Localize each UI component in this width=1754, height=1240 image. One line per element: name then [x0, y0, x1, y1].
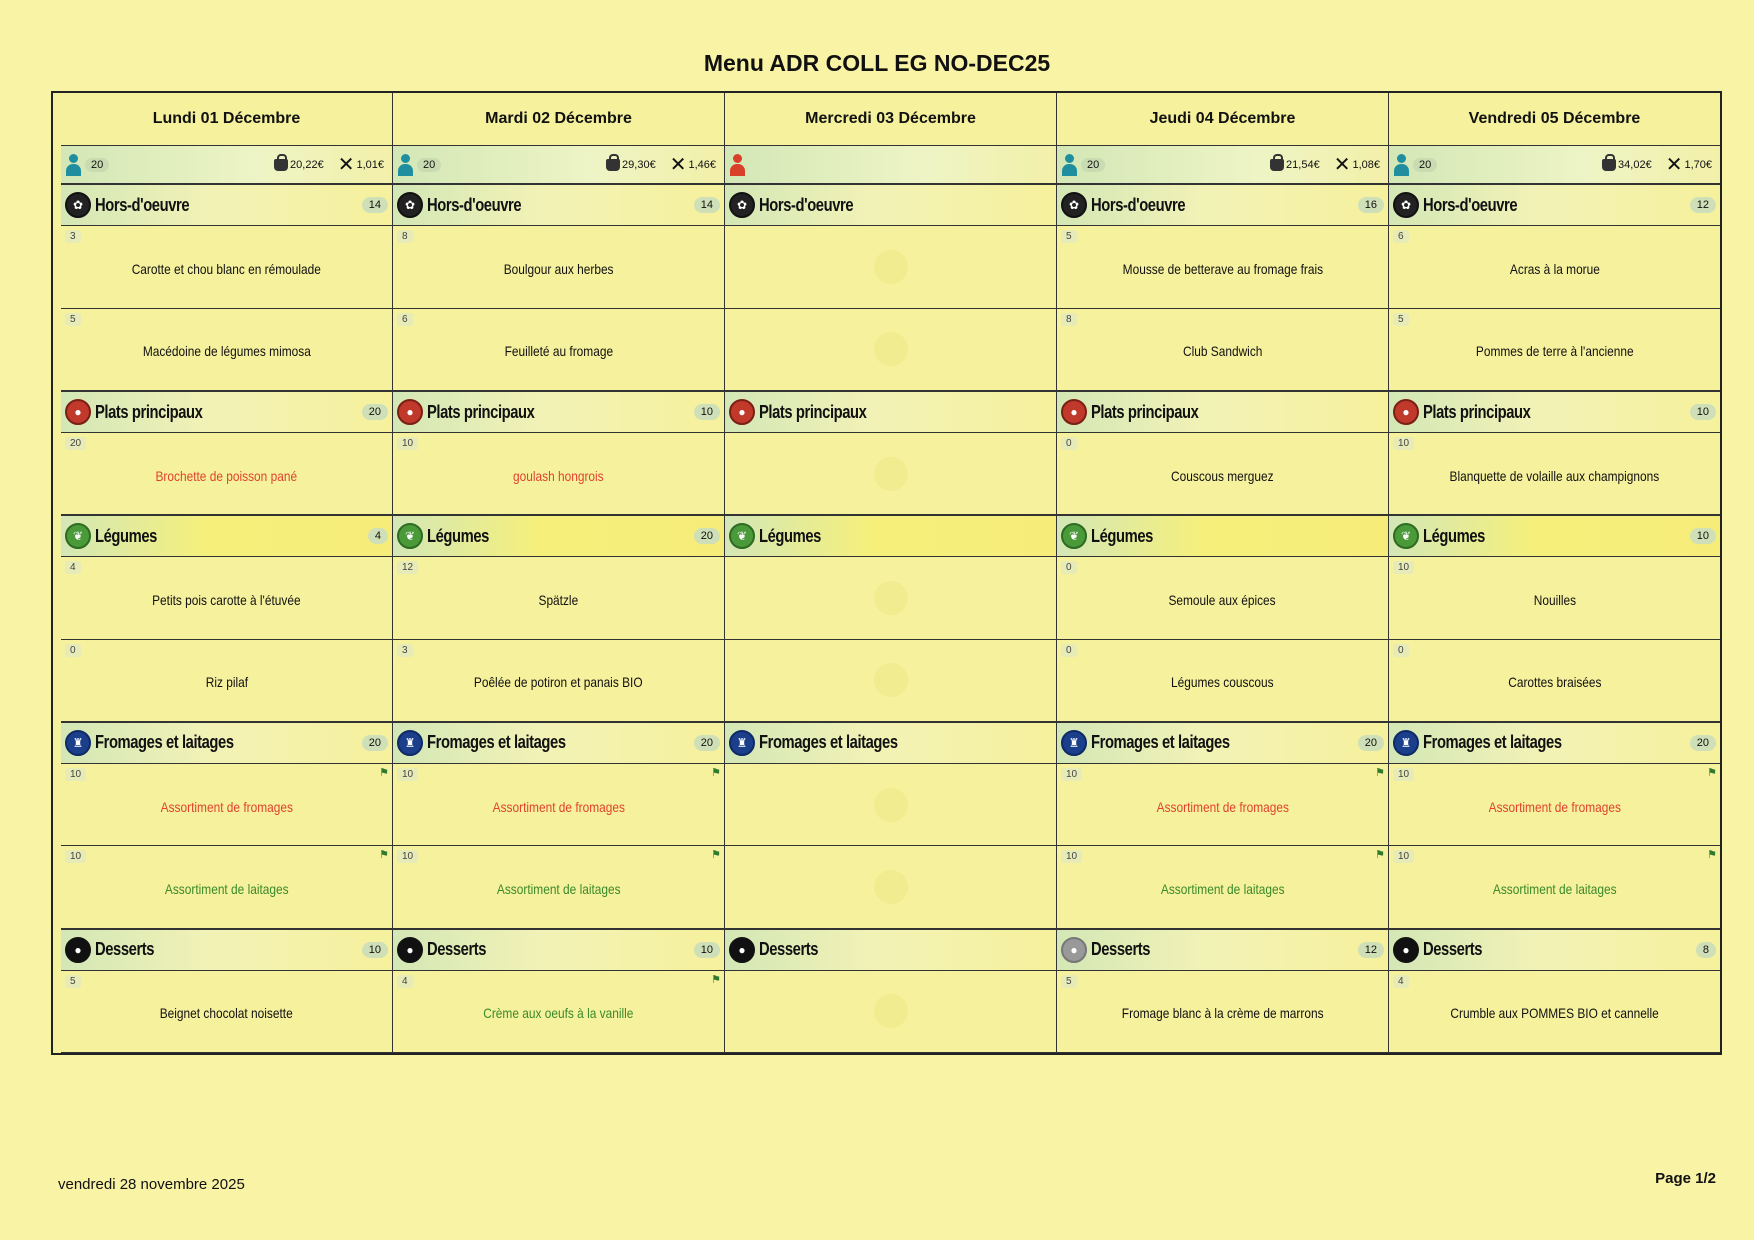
empty-placeholder-icon [874, 581, 908, 615]
dish-cell [725, 309, 1056, 391]
flag-icon: ⚑ [1707, 849, 1717, 862]
section-header-desserts [61, 929, 392, 971]
dish-name: Poêlée de potiron et panais BIO [474, 674, 643, 691]
dish-quantity: 0 [1061, 644, 1077, 657]
day-stats [393, 146, 724, 185]
people-count: 20 [85, 158, 109, 172]
section-label: Légumes [759, 525, 821, 546]
hors-doeuvre-icon: ✿ [397, 192, 423, 218]
dish-name: Légumes couscous [1171, 674, 1274, 691]
section-header-plats [393, 391, 724, 433]
dish-quantity: 10 [1393, 561, 1414, 574]
dish-cell [1389, 226, 1720, 308]
cheese-dairy-icon: ♜ [1061, 730, 1087, 756]
dish-quantity: 10 [1393, 437, 1414, 450]
dish-cell [1389, 557, 1720, 639]
section-label: Fromages et laitages [1423, 732, 1562, 753]
dessert-icon: ● [65, 937, 91, 963]
dish-cell [1057, 433, 1388, 515]
dish-quantity: 10 [397, 768, 418, 781]
person-icon [1393, 154, 1409, 176]
section-label: Hors-d'oeuvre [427, 194, 522, 215]
dish-quantity: 4 [397, 975, 413, 988]
dessert-icon: ● [1061, 937, 1087, 963]
unit-cost [338, 155, 384, 175]
dish-name: Assortiment de fromages [1488, 798, 1621, 815]
dish-cell [1057, 557, 1388, 639]
day-header: Mardi 02 Décembre [393, 93, 724, 146]
empty-placeholder-icon [874, 788, 908, 822]
section-label: Desserts [95, 939, 155, 960]
cheese-dairy-icon: ♜ [397, 730, 423, 756]
unit-cost-value: 1,70€ [1684, 158, 1712, 171]
cutlery-icon: ✕ [1333, 153, 1351, 176]
main-dish-icon: ● [1393, 399, 1419, 425]
section-label: Hors-d'oeuvre [759, 194, 854, 215]
dish-name: goulash hongrois [513, 467, 604, 484]
dish-quantity: 10 [65, 768, 86, 781]
vegetables-icon: ❦ [397, 523, 423, 549]
dish-name: Petits pois carotte à l'étuvée [152, 591, 301, 608]
dish-cell [393, 226, 724, 308]
flag-icon: ⚑ [1375, 849, 1385, 862]
section-label: Desserts [759, 939, 819, 960]
dish-quantity: 5 [65, 313, 81, 326]
dish-quantity: 10 [397, 850, 418, 863]
dish-cell [725, 226, 1056, 308]
dish-cell [1057, 309, 1388, 391]
dish-quantity: 5 [1393, 313, 1409, 326]
dish-cell [725, 557, 1056, 639]
dish-cell [393, 971, 724, 1053]
section-count: 20 [694, 735, 720, 751]
dish-name: Assortiment de laitages [496, 881, 621, 898]
empty-placeholder-icon [874, 663, 908, 697]
dish-name: Assortiment de fromages [492, 798, 625, 815]
flag-icon: ⚑ [711, 849, 721, 862]
dish-quantity: 6 [397, 313, 413, 326]
dish-cell [61, 433, 392, 515]
empty-placeholder-icon [874, 870, 908, 904]
page-title: Menu ADR COLL EG NO-DEC25 [703, 50, 1051, 76]
flag-icon: ⚑ [379, 766, 389, 779]
day-column [53, 93, 392, 1053]
unit-cost-value: 1,08€ [1352, 158, 1380, 171]
section-header-legumes [1057, 515, 1388, 557]
section-label: Fromages et laitages [759, 732, 898, 753]
section-label: Fromages et laitages [1091, 732, 1230, 753]
vegetables-icon: ❦ [1393, 523, 1419, 549]
basket-icon [606, 159, 620, 171]
empty-placeholder-icon [874, 250, 908, 284]
unit-cost-value: 1,01€ [356, 158, 384, 171]
section-label: Plats principaux [1423, 401, 1531, 422]
section-label: Plats principaux [1091, 401, 1199, 422]
people-count: 20 [1081, 158, 1105, 172]
cutlery-icon: ✕ [1665, 153, 1683, 176]
total-cost [1602, 159, 1652, 171]
flag-icon: ⚑ [1375, 766, 1385, 779]
dish-name: Club Sandwich [1182, 343, 1263, 360]
dish-quantity: 4 [1393, 975, 1409, 988]
dish-cell [1389, 764, 1720, 846]
dish-cell [1057, 764, 1388, 846]
section-count: 8 [1696, 942, 1716, 958]
print-date: vendredi 28 novembre 2025 [58, 1176, 245, 1193]
section-count: 16 [1358, 197, 1384, 213]
dish-cell [393, 309, 724, 391]
vegetables-icon: ❦ [65, 523, 91, 549]
dish-name: Carottes braisées [1507, 674, 1602, 691]
dish-name: Macédoine de légumes mimosa [142, 343, 311, 360]
section-count: 4 [368, 528, 388, 544]
section-count: 10 [694, 942, 720, 958]
section-count: 20 [1690, 735, 1716, 751]
basket-icon [1270, 159, 1284, 171]
dish-name: Pommes de terre à l'ancienne [1475, 343, 1634, 360]
section-count: 14 [694, 197, 720, 213]
section-count: 20 [362, 735, 388, 751]
section-header-hors [725, 184, 1056, 226]
main-dish-icon: ● [1061, 399, 1087, 425]
section-count: 12 [1690, 197, 1716, 213]
section-header-legumes [61, 515, 392, 557]
cheese-dairy-icon: ♜ [65, 730, 91, 756]
empty-placeholder-icon [874, 332, 908, 366]
section-header-hors [1389, 184, 1720, 226]
vegetables-icon: ❦ [729, 523, 755, 549]
cutlery-icon: ✕ [669, 153, 687, 176]
day-column [1056, 93, 1388, 1053]
section-count: 20 [362, 404, 388, 420]
dish-cell [61, 846, 392, 928]
empty-placeholder-icon [874, 457, 908, 491]
dish-quantity: 8 [1061, 313, 1077, 326]
section-label: Fromages et laitages [95, 732, 234, 753]
hors-doeuvre-icon: ✿ [729, 192, 755, 218]
section-header-hors [393, 184, 724, 226]
section-label: Plats principaux [95, 401, 203, 422]
section-header-fromages [61, 722, 392, 764]
dish-name: Assortiment de fromages [160, 798, 293, 815]
section-header-legumes [1389, 515, 1720, 557]
dish-cell [61, 971, 392, 1053]
day-header: Vendredi 05 Décembre [1389, 93, 1720, 146]
section-label: Légumes [1423, 525, 1485, 546]
section-header-fromages [1057, 722, 1388, 764]
hors-doeuvre-icon: ✿ [1393, 192, 1419, 218]
day-stats [61, 146, 392, 185]
section-header-fromages [725, 722, 1056, 764]
dessert-icon: ● [729, 937, 755, 963]
dish-name: Assortiment de fromages [1156, 798, 1289, 815]
section-label: Hors-d'oeuvre [95, 194, 190, 215]
section-count: 20 [694, 528, 720, 544]
dish-name: Semoule aux épices [1168, 591, 1277, 608]
day-stats [1389, 146, 1720, 185]
basket-icon [1602, 159, 1616, 171]
unit-cost [670, 155, 716, 175]
dish-cell [1389, 433, 1720, 515]
dish-cell [1057, 971, 1388, 1053]
dish-quantity: 3 [65, 230, 81, 243]
empty-placeholder-icon [874, 994, 908, 1028]
day-stats [725, 146, 1056, 185]
basket-icon [274, 159, 288, 171]
dish-name: Boulgour aux herbes [503, 260, 614, 277]
section-header-desserts [1389, 929, 1720, 971]
section-header-fromages [393, 722, 724, 764]
cheese-dairy-icon: ♜ [729, 730, 755, 756]
dish-quantity: 8 [397, 230, 413, 243]
dish-cell [393, 846, 724, 928]
page-number: Page 1/2 [1655, 1170, 1716, 1187]
hors-doeuvre-icon: ✿ [1061, 192, 1087, 218]
section-count: 10 [694, 404, 720, 420]
section-count: 10 [1690, 528, 1716, 544]
dish-cell [61, 764, 392, 846]
section-header-plats [725, 391, 1056, 433]
dish-quantity: 0 [1061, 561, 1077, 574]
section-count: 12 [1358, 942, 1384, 958]
dish-quantity: 10 [65, 850, 86, 863]
dish-quantity: 10 [397, 437, 418, 450]
day-header: Mercredi 03 Décembre [725, 93, 1056, 146]
dish-cell [1057, 846, 1388, 928]
section-label: Desserts [1423, 939, 1483, 960]
section-header-legumes [725, 515, 1056, 557]
dish-cell [61, 557, 392, 639]
dish-quantity: 5 [1061, 230, 1077, 243]
hors-doeuvre-icon: ✿ [65, 192, 91, 218]
flag-icon: ⚑ [711, 766, 721, 779]
section-header-fromages [1389, 722, 1720, 764]
dish-quantity: 5 [65, 975, 81, 988]
day-stats [1057, 146, 1388, 185]
section-count: 14 [362, 197, 388, 213]
section-header-desserts [393, 929, 724, 971]
unit-cost [1666, 155, 1712, 175]
dish-cell [61, 226, 392, 308]
dish-cell [725, 433, 1056, 515]
dish-cell [393, 433, 724, 515]
dish-quantity: 5 [1061, 975, 1077, 988]
section-header-hors [1057, 184, 1388, 226]
dish-name: Carotte et chou blanc en rémoulade [131, 260, 322, 277]
dish-name: Acras à la morue [1509, 260, 1600, 277]
dish-name: Couscous merguez [1171, 467, 1274, 484]
dish-quantity: 3 [397, 644, 413, 657]
dish-cell [393, 640, 724, 722]
day-column [1388, 93, 1720, 1053]
section-header-plats [61, 391, 392, 433]
dish-cell [1389, 309, 1720, 391]
day-header: Lundi 01 Décembre [61, 93, 392, 146]
cutlery-icon: ✕ [337, 153, 355, 176]
section-label: Hors-d'oeuvre [1423, 194, 1518, 215]
dish-name: Crumble aux POMMES BIO et cannelle [1450, 1005, 1659, 1022]
dish-cell [61, 640, 392, 722]
dish-cell [393, 557, 724, 639]
dessert-icon: ● [397, 937, 423, 963]
flag-icon: ⚑ [379, 849, 389, 862]
dish-cell [725, 640, 1056, 722]
dish-cell [1389, 846, 1720, 928]
dish-name: Assortiment de laitages [164, 881, 289, 898]
vegetables-icon: ❦ [1061, 523, 1087, 549]
section-count: 20 [1358, 735, 1384, 751]
dish-quantity: 20 [65, 437, 86, 450]
dish-cell [1057, 640, 1388, 722]
people-count: 20 [1413, 158, 1437, 172]
day-column [392, 93, 724, 1053]
person-icon [1061, 154, 1077, 176]
menu-grid [51, 91, 1722, 1055]
dish-cell [1389, 640, 1720, 722]
unit-cost-value: 1,46€ [688, 158, 716, 171]
total-cost-value: 20,22€ [290, 158, 324, 171]
flag-icon: ⚑ [711, 973, 721, 986]
dish-name: Assortiment de laitages [1160, 881, 1285, 898]
dish-name: Mousse de betterave au fromage frais [1122, 260, 1323, 277]
section-label: Plats principaux [759, 401, 867, 422]
dish-quantity: 10 [1061, 768, 1082, 781]
dessert-icon: ● [1393, 937, 1419, 963]
people-count: 20 [417, 158, 441, 172]
dish-quantity: 0 [1061, 437, 1077, 450]
section-count: 10 [1690, 404, 1716, 420]
dish-cell [61, 309, 392, 391]
dish-quantity: 0 [1393, 644, 1409, 657]
dish-quantity: 4 [65, 561, 81, 574]
section-header-legumes [393, 515, 724, 557]
dish-cell [393, 764, 724, 846]
dish-quantity: 10 [1393, 850, 1414, 863]
dish-name: Brochette de poisson pané [155, 467, 298, 484]
section-header-hors [61, 184, 392, 226]
section-label: Légumes [1091, 525, 1153, 546]
section-label: Desserts [427, 939, 487, 960]
dish-name: Blanquette de volaille aux champignons [1449, 467, 1660, 484]
dish-name: Riz pilaf [205, 674, 248, 691]
section-count: 10 [362, 942, 388, 958]
dish-name: Assortiment de laitages [1492, 881, 1617, 898]
dish-cell [1389, 971, 1720, 1053]
section-label: Fromages et laitages [427, 732, 566, 753]
dish-quantity: 0 [65, 644, 81, 657]
day-header: Jeudi 04 Décembre [1057, 93, 1388, 146]
dish-cell [725, 846, 1056, 928]
section-label: Légumes [427, 525, 489, 546]
dish-quantity: 10 [1393, 768, 1414, 781]
dish-quantity: 12 [397, 561, 418, 574]
person-icon [729, 154, 745, 176]
dish-cell [725, 764, 1056, 846]
section-header-plats [1389, 391, 1720, 433]
section-header-desserts [1057, 929, 1388, 971]
dish-name: Fromage blanc à la crème de marrons [1121, 1005, 1324, 1022]
total-cost-value: 21,54€ [1286, 158, 1320, 171]
dish-quantity: 10 [1061, 850, 1082, 863]
dish-cell [1057, 226, 1388, 308]
section-label: Plats principaux [427, 401, 535, 422]
section-label: Desserts [1091, 939, 1151, 960]
total-cost [274, 159, 324, 171]
total-cost-value: 34,02€ [1618, 158, 1652, 171]
total-cost [1270, 159, 1320, 171]
section-header-plats [1057, 391, 1388, 433]
dish-name: Spätzle [538, 591, 579, 608]
total-cost [606, 159, 656, 171]
main-dish-icon: ● [65, 399, 91, 425]
dish-quantity: 6 [1393, 230, 1409, 243]
person-icon [397, 154, 413, 176]
day-column [724, 93, 1056, 1053]
dish-name: Nouilles [1533, 591, 1576, 608]
dish-cell [725, 971, 1056, 1053]
section-label: Hors-d'oeuvre [1091, 194, 1186, 215]
cheese-dairy-icon: ♜ [1393, 730, 1419, 756]
total-cost-value: 29,30€ [622, 158, 656, 171]
main-dish-icon: ● [397, 399, 423, 425]
dish-name: Feuilleté au fromage [504, 343, 613, 360]
section-label: Légumes [95, 525, 157, 546]
section-header-desserts [725, 929, 1056, 971]
dish-name: Beignet chocolat noisette [159, 1005, 293, 1022]
dish-name: Crème aux oeufs à la vanille [483, 1005, 634, 1022]
person-icon [65, 154, 81, 176]
main-dish-icon: ● [729, 399, 755, 425]
unit-cost [1334, 155, 1380, 175]
flag-icon: ⚑ [1707, 766, 1717, 779]
